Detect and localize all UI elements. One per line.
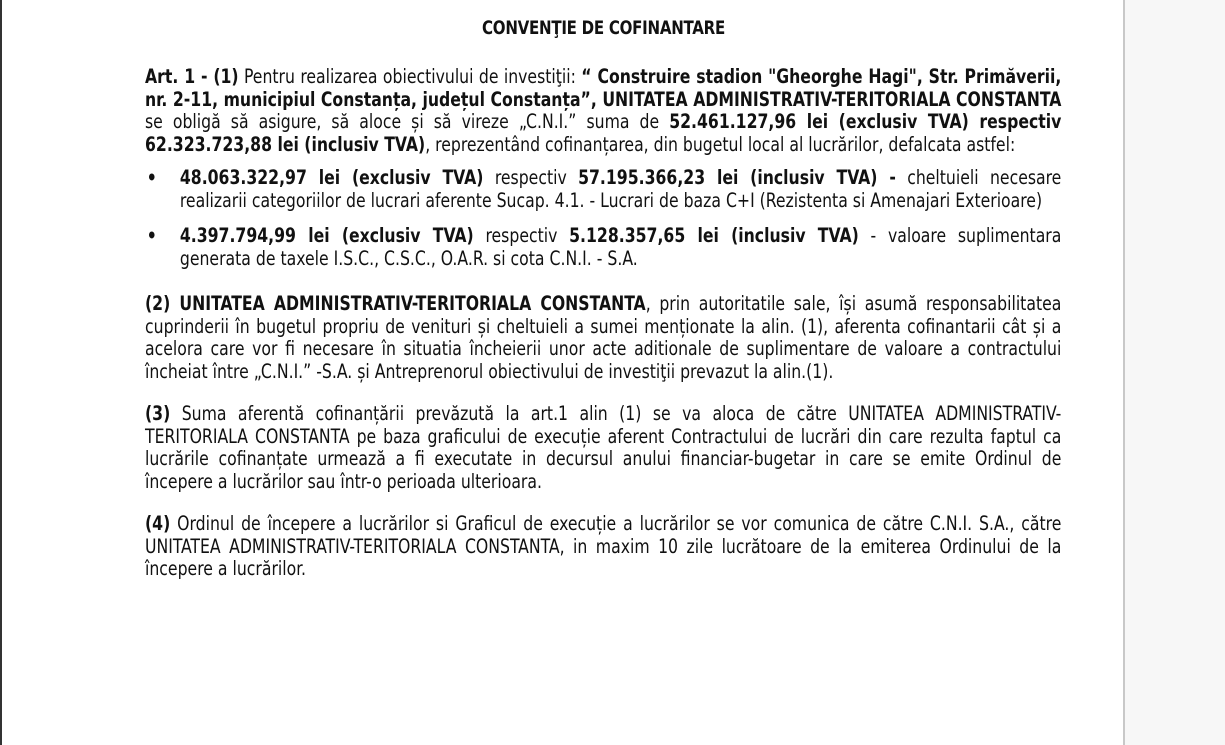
excl-vat-label: lei (exclusiv TVA) <box>295 224 474 247</box>
paragraph-2 <box>145 293 1061 383</box>
paragraph-3-label: (3) <box>145 402 171 425</box>
paragraph-3 <box>145 403 1061 493</box>
respectiv-text: respectiv <box>483 166 579 189</box>
paragraph-4 <box>145 513 1061 581</box>
paragraph-4-label: (4) <box>145 512 171 535</box>
article-1-tail: , reprezentând cofinanțarea, din bugetul local al lucrărilor, defalcata astfel: <box>425 132 1016 156</box>
paragraph-2-label: (2) UNITATEA ADMINISTRATIV-TERITORIALA CONSTANTA <box>145 292 646 315</box>
obligation-text: se obligă să asigure, să aloce și să vireze „C.N.I.” suma de <box>145 110 670 133</box>
viewer-side-panel <box>1125 0 1225 745</box>
lei-excl-label: lei (exclusiv TVA) respectiv <box>796 110 1062 133</box>
amount-excl-vat: 48.063.322,97 <box>179 166 307 189</box>
bullet-icon: • <box>146 166 157 189</box>
item-description: cheltuieli necesare realizarii categoriilor de lucrari aferente Sucap. 4.1. - Lucrari de baza C+I (Rezistenta si Amenajari Exterioare) <box>179 166 1062 212</box>
spacer <box>145 383 1061 403</box>
paragraph-2-text: , prin autoritatile sale, își asumă responsabilitatea cuprinderii în bugetul propriu de venituri și cheltuieli a sumei menționate la alin. (1), aferenta cofinantarii cât și a acelora care vor fi necesare în situatia încheierii unor acte aditionale de suplimentare de valoare a contractului încheiat între „C.N.I.” -S.A. și Antreprenorul obiectivului de investiţii prevazut la alin.(1). <box>145 292 1062 383</box>
breakdown-item <box>145 167 1061 212</box>
article-1-intro: Pentru realizarea obiectivului de investiţii: <box>238 65 582 88</box>
document-title: CONVENŢIE DE COFINANTARE <box>482 17 725 39</box>
document-body <box>145 66 1061 581</box>
amount-incl-vat: 57.195.366,23 <box>578 166 706 189</box>
amount-incl-vat: 5.128.357,65 <box>569 224 686 247</box>
breakdown-list <box>145 167 1061 270</box>
item-description: - valoare suplimentara generata de taxele I.S.C., C.S.C., O.A.R. si cota C.N.I. - S.A. <box>179 224 1062 270</box>
respectiv-text: respectiv <box>473 224 570 247</box>
total-sum-incl-vat: 62.323.723,88 <box>145 132 273 156</box>
total-sum-excl-vat: 52.461.127,96 <box>669 110 797 133</box>
incl-vat-label: lei (inclusiv TVA) - <box>705 166 896 189</box>
excl-vat-label: lei (exclusiv TVA) <box>306 166 484 189</box>
incl-vat-label: lei (inclusiv TVA) <box>685 224 859 247</box>
project-name: “ Construire stadion "Gheorghe Hagi", Str. Primăverii, nr. 2-11, municipiul Constanța, județul Constanța”, UNITATEA ADMINISTRATIV-TERITORIALA CONSTANTA <box>145 65 1062 111</box>
bullet-icon: • <box>146 224 157 247</box>
article-1-paragraph-1 <box>145 66 1061 156</box>
paragraph-3-text: Suma aferentă cofinanțării prevăzută la art.1 alin (1) se va aloca de către UNITATEA ADMINISTRATIV-TERITORIALA CONSTANTA pe baza graficului de execuție aferent Contractului de lucrări din care rezulta faptul ca lucrările cofinanțate urmează a fi executate in decursul anului financiar-bugetar in care se emite Ordinul de începere a lucrărilor sau într-o perioada ulterioara. <box>145 402 1062 493</box>
paragraph-4-text: Ordinul de începere a lucrărilor si Graficul de execuție a lucrărilor se vor comunica de către C.N.I. S.A., către UNITATEA ADMINISTRATIV-TERITORIALA CONSTANTA, in maxim 10 zile lucrătoare de la emiterea Ordinului de la începere a lucrărilor. <box>145 512 1062 580</box>
lei-incl-label: lei (inclusiv TVA) <box>272 132 426 156</box>
amount-excl-vat: 4.397.794,99 <box>179 224 296 247</box>
breakdown-item <box>145 225 1061 270</box>
spacer <box>145 493 1061 513</box>
article-1-label: Art. 1 - (1) <box>145 65 239 88</box>
